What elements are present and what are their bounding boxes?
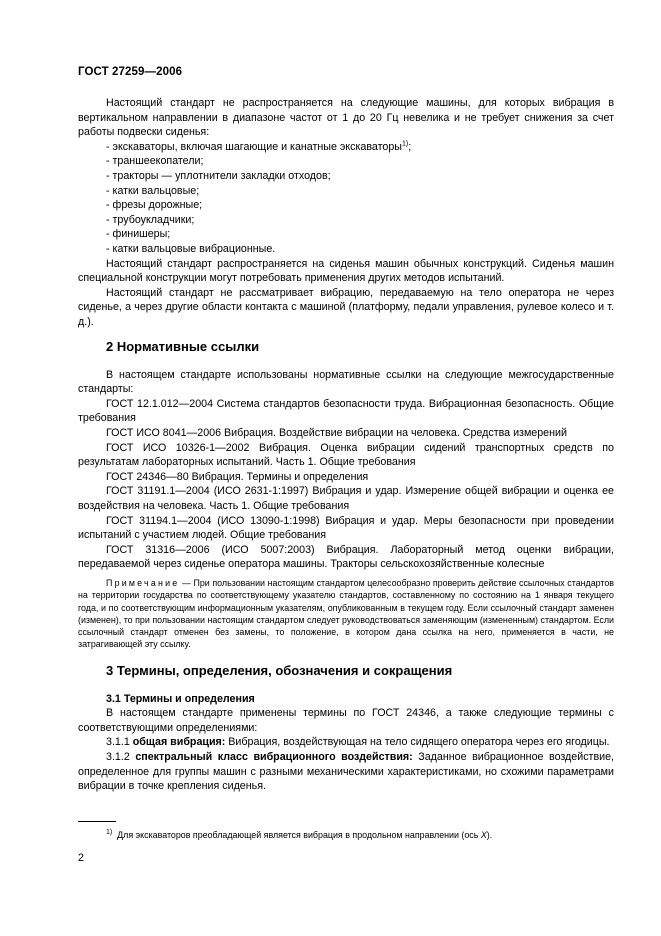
footnote-mark: 1) [106, 829, 113, 837]
axis-symbol: X [480, 830, 487, 840]
document-header: ГОСТ 27259—2006 [78, 66, 183, 78]
section-2-title: 2 Нормативные ссылки [106, 339, 260, 354]
subsection-3-1-intro: В настоящем стандарте применены термины по ГОСТ 24346, а также следующие термины с соответствующими определениями: [78, 707, 614, 734]
list-item: - катки вальцовые вибрационные. [106, 242, 276, 255]
reference-item: ГОСТ 31191.1—2004 (ИСО 2631-1:1997) Вибрация и удар. Измерение общей вибрации и оценка ее воздействия на человека. Часть 1. Общие требования [78, 485, 614, 512]
intro-paragraph-2: Настоящий стандарт распространяется на сиденья машин обычных конструкций. Сиденья машин специальной конструкции могут потребовать применения других методов испытаний. [78, 257, 614, 285]
intro-paragraph-3: Настоящий стандарт не рассматривает вибрацию, передаваемую на тело оператора не через сиденье, а через другие области контакта с машиной (платформу, педали управления, рулевое колесо и т. д.). [78, 286, 614, 328]
list-item: - финишеры; [106, 228, 171, 241]
footnote: $^{1)}$ Для экскаваторов преобладающей является вибрация в продольном направлении (ось X). [106, 829, 493, 840]
term-definition: 3.1.1 общая вибрация: Вибрация, воздействующая на тело сидящего оператора через его ягодицы. [106, 736, 610, 749]
note-text: — При пользовании настоящим стандартом целесообразно проверить действие ссылочных стандартов на территории государства по соответствующему указателю стандартов, составленному по состоянию на 1 января текущего года, и по соответствующим информационным указателям, опубликованным в текущем году. Если ссылочный стандарт заменен (изменен), то при пользовании настоящим стандартом следует руководствоваться заменяющим (измененным) стандартом. Если ссылочный стандарт отменен без замены, то положение, в котором дана ссылка на него, применяется в части, не затрагивающей эту ссылку. [78, 577, 614, 650]
note [78, 577, 614, 651]
term-name: общая вибрация: [132, 736, 226, 749]
intro-paragraph-1: Настоящий стандарт не распространяется на следующие машины, для которых вибрация в вертикальном направлении в диапазоне частот от 1 до 20 Гц невелика и не требует снижения за счет работы подвески сиденья: [78, 97, 614, 139]
reference-item: ГОСТ 12.1.012—2004 Система стандартов безопасности труда. Вибрационная безопасность. Общие требования [78, 397, 614, 425]
section-2 [78, 340, 614, 651]
subsection-3-1-title: 3.1 Термины и определения [106, 692, 255, 705]
list-item: - экскаваторы, включая шагающие и канатные экскаваторы$^{1)}$; [106, 140, 412, 153]
list-item: - фрезы дорожные; [106, 199, 203, 212]
intro-block [78, 96, 614, 330]
section-2-intro: В настоящем стандарте использованы нормативные ссылки на следующие межгосударственные стандарты: [78, 368, 614, 396]
list-item: - тракторы — уплотнители закладки отходов; [106, 169, 331, 182]
footnote-ref: 1) [401, 140, 409, 148]
reference-item: ГОСТ ИСО 10326-1—2002 Вибрация. Оценка вибрации сидений транспортных средств по результатам лабораторных испытаний. Часть 1. Общие требования [78, 441, 614, 469]
reference-item: ГОСТ 31316—2006 (ИСО 5007:2003) Вибрация. Лабораторный метод оценки вибрации, передаваемой через сиденье оператора машины. Тракторы сельскохозяйственные колесные [78, 543, 614, 571]
section-3-title: 3 Термины, определения, обозначения и сокращения [106, 663, 453, 678]
footnote-divider [78, 821, 116, 822]
reference-item: ГОСТ ИСО 8041—2006 Вибрация. Воздействие вибрации на человека. Средства измерений [106, 426, 567, 439]
reference-item: ГОСТ 31194.1—2004 (ИСО 13090-1:1998) Вибрация и удар. Меры безопасности при проведении испытаний с участием людей. Общие требования [78, 514, 614, 542]
page-number: 2 [78, 852, 84, 864]
list-item: - трубоукладчики; [106, 213, 195, 226]
note-label: Примечание [106, 577, 180, 588]
list-item: - катки вальцовые; [106, 184, 200, 197]
section-3 [78, 664, 614, 794]
reference-item: ГОСТ 24346—80 Вибрация. Термины и определения [106, 470, 369, 483]
list-item: - траншеекопатели; [106, 155, 204, 168]
term-definition: 3.1.2 спектральный класс вибрационного воздействия: Заданное вибрационное воздействие, определенное для группы машин с разными механическими характеристиками, но схожими параметрами вибрации в точке крепления сиденья. [78, 750, 615, 793]
term-name: спектральный класс вибрационного воздействия: [135, 750, 413, 763]
